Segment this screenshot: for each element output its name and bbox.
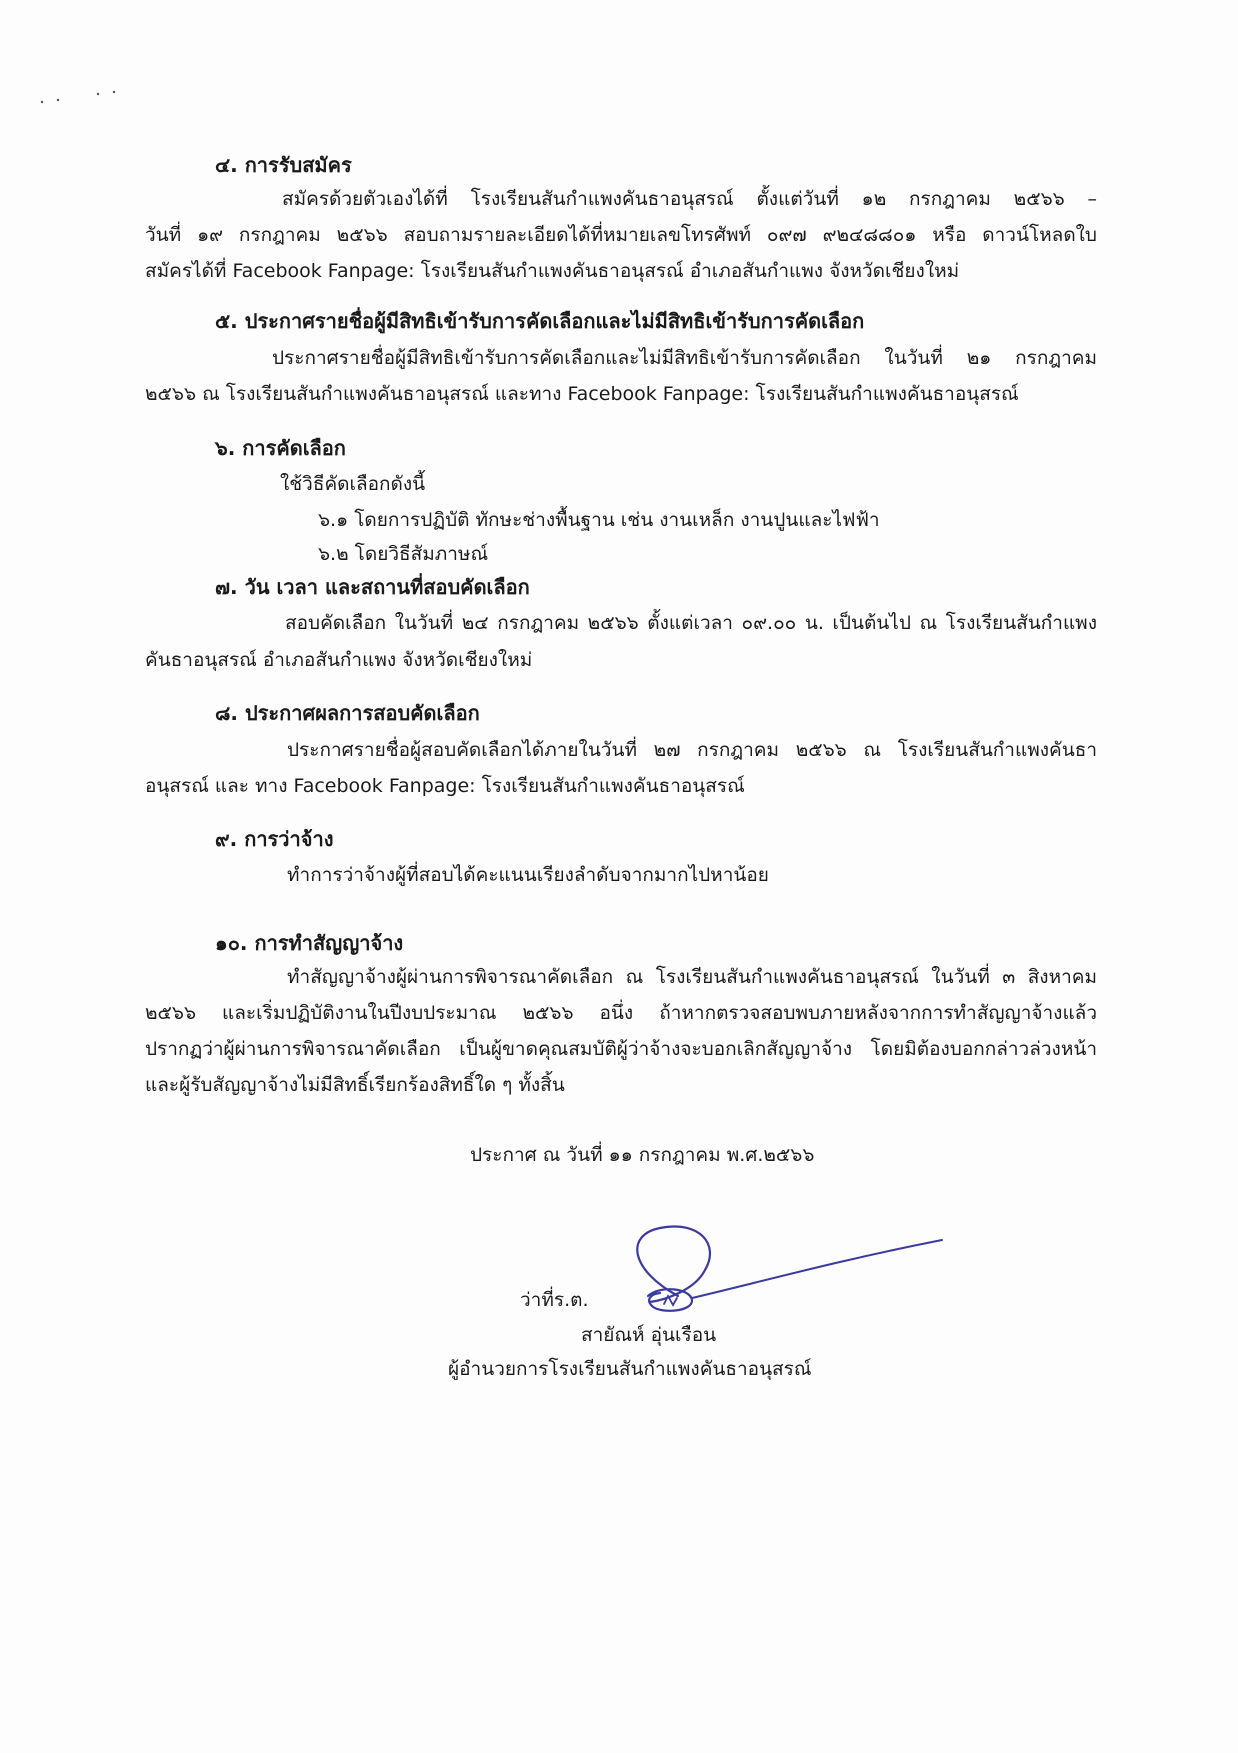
section-5-line-1: ประกาศรายชื่อผู้มีสิทธิเข้ารับการคัดเลือกและไม่มีสิทธิเข้ารับการคัดเลือก ในวันที่ ๒๑ กรกฎาคม xyxy=(272,347,1097,369)
section-heading-9: ๙. การว่าจ้าง xyxy=(215,827,334,851)
handwritten-signature xyxy=(620,1210,950,1320)
section-10-line-2: ๒๕๖๖ และเริ่มปฏิบัติงานในปีงบประมาณ ๒๕๖๖ อนึ่ง ถ้าหากตรวจสอบพบภายหลังจากการทำสัญญาจ้างแล้ว xyxy=(145,1002,1097,1024)
section-9-line-1: ทำการว่าจ้างผู้ที่สอบได้คะแนนเรียงลำดับจากมากไปหาน้อย xyxy=(287,864,769,886)
section-4-line-3: สมัครได้ที่ Facebook Fanpage: โรงเรียนสันกำแพงคันธาอนุสรณ์ อำเภอสันกำแพง จังหวัดเชียงใหม่ xyxy=(145,260,960,282)
section-heading-4: ๔. การรับสมัคร xyxy=(215,153,352,177)
section-10-line-1: ทำสัญญาจ้างผู้ผ่านการพิจารณาคัดเลือก ณ โรงเรียนสันกำแพงคันธาอนุสรณ์ ในวันที่ ๓ สิงหาคม xyxy=(287,966,1097,988)
section-6-item-2: ๖.๒ โดยวิธีสัมภาษณ์ xyxy=(318,543,489,565)
section-4-line-2: วันที่ ๑๙ กรกฎาคม ๒๕๖๖ สอบถามรายละเอียดได้ที่หมายเลขโทรศัพท์ ๐๙๗ ๙๒๔๘๘๐๑ หรือ ดาวน์โหลดใบ xyxy=(145,224,1097,246)
section-6-line-1: ใช้วิธีคัดเลือกดังนี้ xyxy=(280,473,426,495)
signatory-acting-label: ว่าที่ร.ต. xyxy=(520,1289,589,1311)
section-7-line-1: สอบคัดเลือก ในวันที่ ๒๔ กรกฎาคม ๒๕๖๖ ตั้งแต่เวลา ๐๙.๐๐ น. เป็นต้นไป ณ โรงเรียนสันกำแพง xyxy=(285,612,1097,634)
section-heading-7: ๗. วัน เวลา และสถานที่สอบคัดเลือก xyxy=(215,575,530,599)
scan-speck-marks xyxy=(38,88,128,108)
section-5-line-2: ๒๕๖๖ ณ โรงเรียนสันกำแพงคันธาอนุสรณ์ และทาง Facebook Fanpage: โรงเรียนสันกำแพงคันธาอนุสรณ์ xyxy=(145,383,1019,405)
section-6-item-1: ๖.๑ โดยการปฏิบัติ ทักษะช่างพื้นฐาน เช่น งานเหล็ก งานปูนและไฟฟ้า xyxy=(318,509,880,531)
section-heading-8: ๘. ประกาศผลการสอบคัดเลือก xyxy=(215,701,480,725)
signatory-name: สายัณห์ อุ่นเรือน xyxy=(581,1324,717,1346)
section-heading-10: ๑๐. การทำสัญญาจ้าง xyxy=(215,931,404,955)
announcement-date: ประกาศ ณ วันที่ ๑๑ กรกฎาคม พ.ศ.๒๕๖๖ xyxy=(470,1144,815,1166)
section-4-line-1: สมัครด้วยตัวเองได้ที่ โรงเรียนสันกำแพงคันธาอนุสรณ์ ตั้งแต่วันที่ ๑๒ กรกฎาคม ๒๕๖๖ – xyxy=(282,188,1097,210)
signatory-position: ผู้อำนวยการโรงเรียนสันกำแพงคันธาอนุสรณ์ xyxy=(448,1358,812,1380)
section-heading-5: ๕. ประกาศรายชื่อผู้มีสิทธิเข้ารับการคัดเลือกและไม่มีสิทธิเข้ารับการคัดเลือก xyxy=(215,309,865,333)
section-heading-6: ๖. การคัดเลือก xyxy=(215,436,346,460)
section-8-line-2: อนุสรณ์ และ ทาง Facebook Fanpage: โรงเรียนสันกำแพงคันธาอนุสรณ์ xyxy=(145,775,745,797)
section-7-line-2: คันธาอนุสรณ์ อำเภอสันกำแพง จังหวัดเชียงใหม่ xyxy=(145,649,533,671)
section-10-line-4: และผู้รับสัญญาจ้างไม่มีสิทธิ์เรียกร้องสิทธิ์ใด ๆ ทั้งสิ้น xyxy=(145,1074,565,1096)
section-8-line-1: ประกาศรายชื่อผู้สอบคัดเลือกได้ภายในวันที่ ๒๗ กรกฎาคม ๒๕๖๖ ณ โรงเรียนสันกำแพงคันธา xyxy=(287,739,1097,761)
section-10-line-3: ปรากฏว่าผู้ผ่านการพิจารณาคัดเลือก เป็นผู้ขาดคุณสมบัติผู้ว่าจ้างจะบอกเลิกสัญญาจ้าง โดยมิต้องบอกกล่าวล่วงหน้า xyxy=(145,1038,1097,1060)
